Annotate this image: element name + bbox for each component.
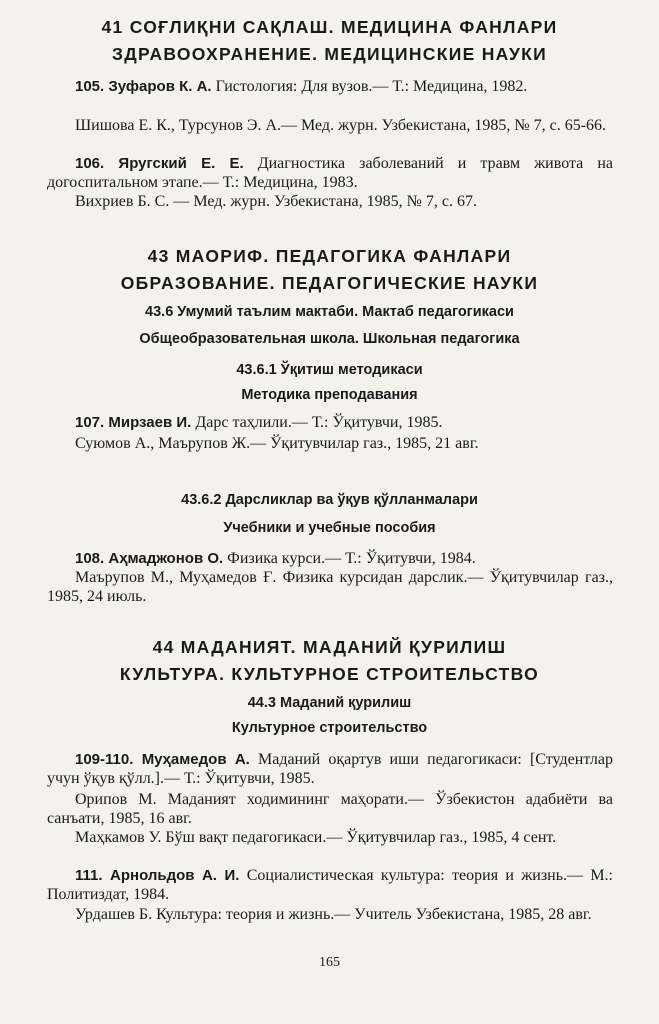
review-text: Орипов М. Маданият ходимининг маҳорати.— Ўзбекистон адабиёти ва санъати, 1985, 16 авг. <box>47 791 613 827</box>
entry-text: Диагностика заболеваний и травм живота на догоспитальном этапе.— Т.: Медицина, 1983. <box>47 155 613 191</box>
review-109-a <box>47 790 613 828</box>
entry-author: 108. Аҳмаджонов О. <box>75 550 224 567</box>
review-111 <box>47 905 613 924</box>
section-title-ru: ОБРАЗОВАНИЕ. ПЕДАГОГИЧЕСКИЕ НАУКИ <box>120 273 539 293</box>
review-105 <box>47 116 613 135</box>
subsection-43-6-1 <box>0 360 659 405</box>
subsection-title-uz: 44.3 Маданий қурилиш <box>247 695 412 711</box>
subsection-title-ru: Методика преподавания <box>241 387 418 403</box>
entry-111 <box>47 866 613 904</box>
review-text: Суюмов А., Маърупов Ж.— Ўқитувчилар газ., 1985, 21 авг. <box>75 435 479 452</box>
subsection-title-ru: Учебники и учебные пособия <box>223 520 436 536</box>
entry-author: 107. Мирзаев И. <box>75 414 192 431</box>
subsection-43-6 <box>0 302 659 349</box>
entry-author: 109-110. Муҳамедов А. <box>75 751 250 768</box>
review-106 <box>47 192 613 211</box>
review-text: Маърупов М., Муҳамедов Ғ. Физика курсидан дарслик.— Ўқитувчилар газ., 1985, 24 июль. <box>47 569 613 605</box>
review-text: Вихриев Б. С. — Мед. журн. Узбекистана, 1985, № 7, с. 67. <box>75 193 478 210</box>
section-title-ru: ЗДРАВООХРАНЕНИЕ. МЕДИЦИНСКИЕ НАУКИ <box>111 44 547 64</box>
page-number: 165 <box>319 955 340 970</box>
review-108 <box>47 568 613 606</box>
entry-text: Дарс таҳлили.— Т.: Ўқитувчи, 1985. <box>191 414 443 431</box>
section-title-uz: 43 МАОРИФ. ПЕДАГОГИКА ФАНЛАРИ <box>147 246 512 266</box>
entry-author: 106. Яругский Е. Е. <box>75 155 244 172</box>
subsection-43-6-2 <box>0 490 659 538</box>
subsection-title-uz: 43.6 Умумий таълим мактаби. Мактаб педагогикаси <box>145 304 514 320</box>
section-43-heading <box>0 243 659 297</box>
entry-author: 105. Зуфаров К. А. <box>75 78 212 95</box>
review-text: Урдашев Б. Культура: теория и жизнь.— Учитель Узбекистана, 1985, 28 авг. <box>75 906 592 923</box>
entry-text: Социалистическая культура: теория и жизнь.— М.: Политиздат, 1984. <box>47 867 613 903</box>
subsection-title-uz: 43.6.2 Дарсликлар ва ўқув қўлланмалари <box>181 492 478 508</box>
subsection-title-ru: Общеобразовательная школа. Школьная педагогика <box>139 331 520 347</box>
entry-108 <box>47 549 613 568</box>
entry-109-110 <box>47 750 613 788</box>
subsection-44-3 <box>0 693 659 738</box>
section-title-uz: 41 СОҒЛИҚНИ САҚЛАШ. МЕДИЦИНА ФАНЛАРИ <box>101 17 558 37</box>
entry-106 <box>47 154 613 192</box>
entry-105 <box>47 77 613 96</box>
entry-107 <box>47 413 613 432</box>
subsection-title-uz: 43.6.1 Ўқитиш методикаси <box>236 362 423 378</box>
review-text: Маҳкамов У. Бўш вақт педагогикаси.— Ўқитувчилар газ., 1985, 4 сент. <box>75 829 557 846</box>
subsection-title-ru: Культурное строительство <box>231 720 428 736</box>
entry-text: Маданий оқартув иши педагогикаси: [Студентлар учун ўқув қўлл.].— Т.: Ўқитувчи, 1985. <box>47 751 613 787</box>
section-41-heading <box>0 14 659 68</box>
entry-text: Гистология: Для вузов.— Т.: Медицина, 1982. <box>211 78 528 95</box>
review-text: Шишова Е. К., Турсунов Э. А.— Мед. журн. Узбекистана, 1985, № 7, с. 65-66. <box>75 117 607 134</box>
section-title-uz: 44 МАДАНИЯТ. МАДАНИЙ ҚУРИЛИШ <box>152 637 507 657</box>
entry-text: Физика курси.— Т.: Ўқитувчи, 1984. <box>223 550 476 567</box>
entry-author: 111. Арнольдов А. И. <box>75 867 240 884</box>
section-title-ru: КУЛЬТУРА. КУЛЬТУРНОЕ СТРОИТЕЛЬСТВО <box>119 664 540 684</box>
review-109-b <box>47 828 613 847</box>
review-107 <box>47 434 613 453</box>
section-44-heading <box>0 634 659 688</box>
